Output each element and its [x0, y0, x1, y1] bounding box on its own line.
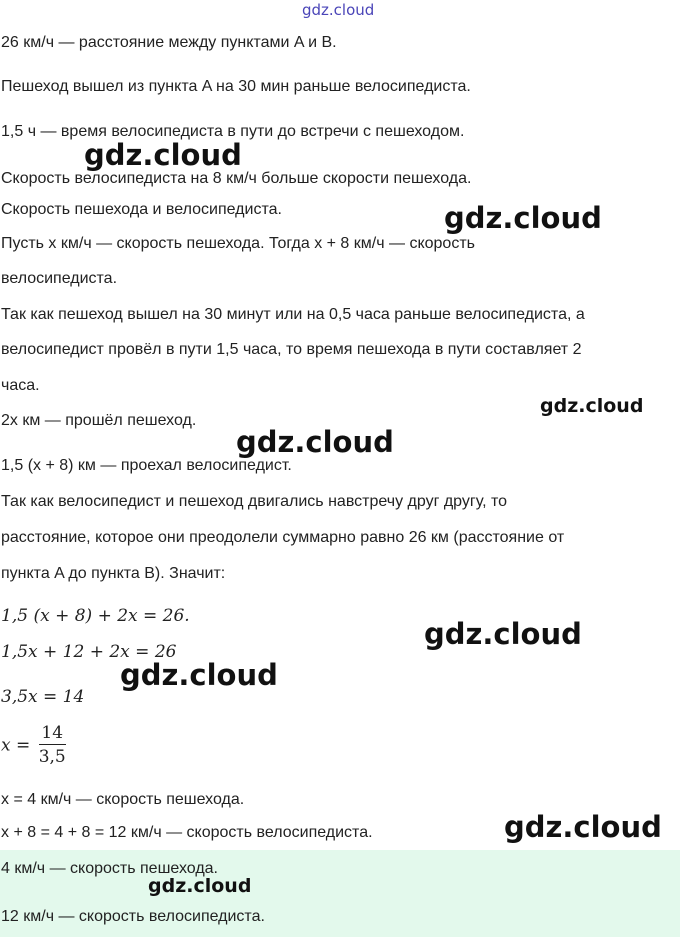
text-line: Пешеход вышел из пункта A на 30 мин раньше велосипедиста. — [1, 78, 471, 95]
fraction — [39, 722, 66, 769]
text-line: Так как велосипедист и пешеход двигались навстречу друг другу, то — [1, 493, 508, 510]
text-line: x + 8 = 4 + 8 = 12 км/ч — скорость велосипедиста. — [1, 824, 373, 841]
text-line: расстояние, которое они преодолели суммарно равно 26 км (расстояние от — [1, 529, 565, 546]
text-line: Скорость пешехода и велосипедиста. — [1, 201, 282, 218]
text-line: велосипедист провёл в пути 1,5 часа, то время пешехода в пути составляет 2 — [1, 341, 582, 358]
watermark: gdz.cloud — [444, 201, 602, 235]
text-line: велосипедиста. — [1, 270, 118, 287]
fraction-denominator: 3,5 — [38, 747, 66, 767]
text-line: Скорость велосипедиста на 8 км/ч больше скорости пешехода. — [1, 170, 472, 187]
text-line: 1,5 ч — время велосипедиста в пути до встречи с пешеходом. — [1, 123, 465, 140]
text-line: 1,5 (x + 8) км — проехал велосипедист. — [1, 457, 292, 474]
watermark: gdz.cloud — [236, 425, 394, 459]
text-line: 2x км — прошёл пешеход. — [1, 412, 197, 429]
text-line: 26 км/ч — расстояние между пунктами A и B. — [1, 34, 337, 51]
text-line: Так как пешеход вышел на 30 минут или на 0,5 часа раньше велосипедиста, а — [1, 306, 585, 323]
answer-line: 4 км/ч — скорость пешехода. — [1, 860, 218, 877]
equation-line: 1,5x + 12 + 2x = 26 — [1, 642, 177, 662]
text-line: x = 4 км/ч — скорость пешехода. — [1, 791, 245, 808]
equation-line: 3,5x = 14 — [1, 687, 85, 707]
watermark: gdz.cloud — [504, 810, 662, 844]
text-line: часа. — [1, 377, 40, 394]
watermark: gdz.cloud — [148, 875, 252, 897]
watermark: gdz.cloud — [540, 395, 644, 417]
text-line: Пусть x км/ч — скорость пешехода. Тогда x + 8 км/ч — скорость — [1, 235, 475, 252]
fraction-numerator: 14 — [39, 722, 66, 745]
equation-line: 1,5 (x + 8) + 2x = 26. — [1, 606, 190, 626]
text-line: пункта A до пункта B). Значит: — [1, 565, 226, 582]
header-watermark: gdz.cloud — [302, 1, 375, 19]
fraction-equation — [1, 722, 66, 769]
watermark: gdz.cloud — [424, 617, 582, 651]
watermark: gdz.cloud — [84, 138, 242, 172]
fraction-lhs: x = — [1, 735, 31, 756]
watermark: gdz.cloud — [120, 658, 278, 692]
answer-line: 12 км/ч — скорость велосипедиста. — [1, 908, 265, 925]
